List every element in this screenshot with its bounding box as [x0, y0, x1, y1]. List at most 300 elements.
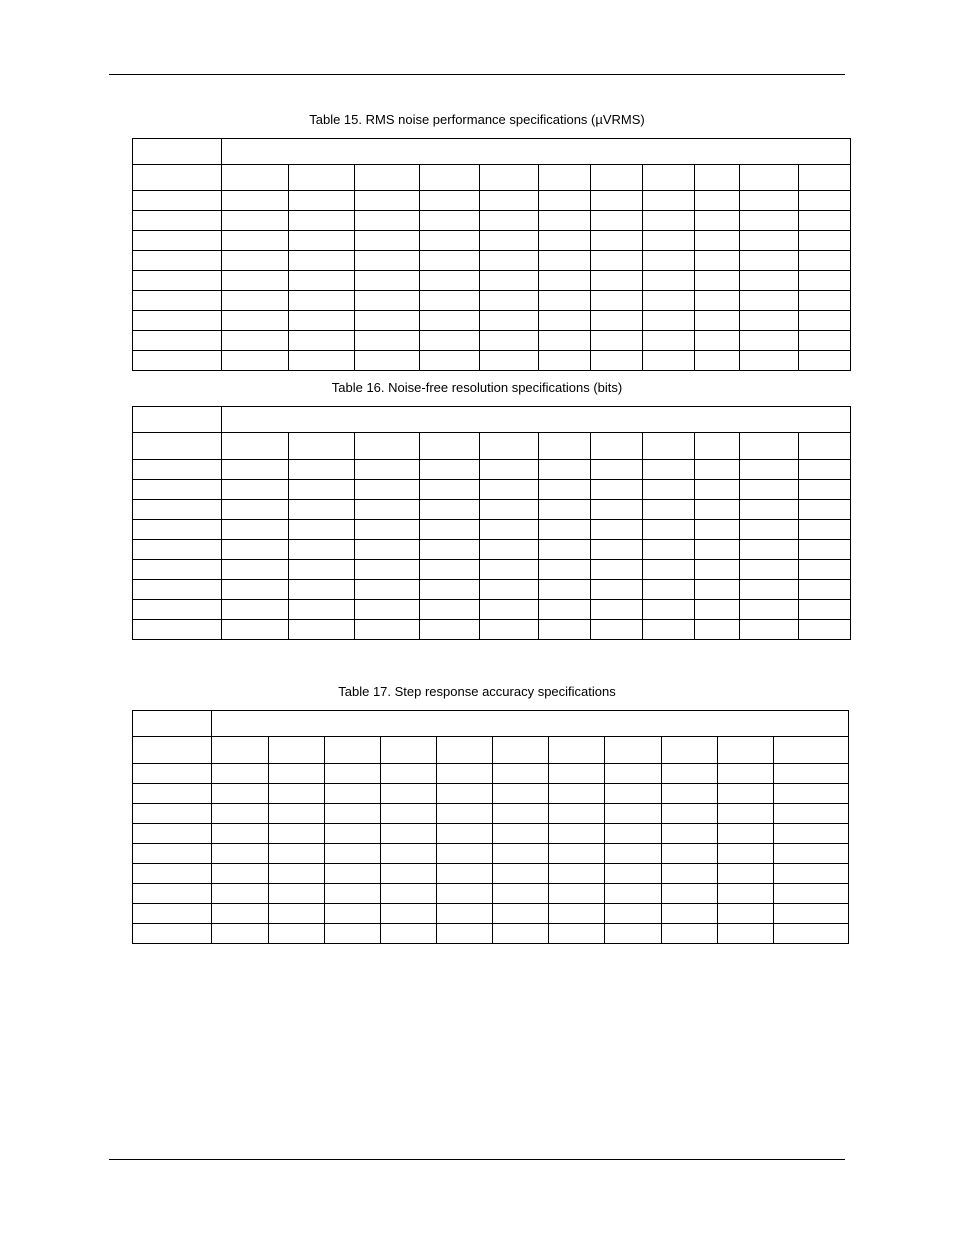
table-cell — [643, 291, 695, 311]
subheader-cell — [269, 737, 325, 764]
table-row — [133, 924, 849, 944]
table-row — [133, 291, 851, 311]
table-cell — [799, 351, 851, 371]
table-cell — [643, 600, 695, 620]
table-cell — [591, 540, 643, 560]
table-cell — [133, 784, 212, 804]
table-cell — [643, 620, 695, 640]
table-cell — [133, 884, 212, 904]
table-row — [133, 500, 851, 520]
table-cell — [212, 784, 269, 804]
header-merged-cell — [222, 139, 851, 165]
table-cell — [740, 311, 799, 331]
table-cell — [662, 864, 718, 884]
table-cell — [740, 620, 799, 640]
subheader-cell — [799, 433, 851, 460]
table-cell — [133, 291, 222, 311]
table-cell — [799, 520, 851, 540]
table-cell — [269, 904, 325, 924]
table-15 — [132, 138, 851, 371]
table-cell — [420, 351, 480, 371]
table-cell — [740, 351, 799, 371]
table-cell — [437, 884, 493, 904]
table-cell — [740, 480, 799, 500]
table-cell — [381, 844, 437, 864]
table-cell — [289, 540, 355, 560]
table-cell — [539, 271, 591, 291]
table-cell — [493, 784, 549, 804]
table-cell — [289, 560, 355, 580]
table-cell — [480, 500, 539, 520]
subheader-cell — [325, 737, 381, 764]
table-cell — [718, 904, 774, 924]
table-cell — [133, 500, 222, 520]
table-cell — [133, 924, 212, 944]
table-cell — [420, 480, 480, 500]
subheader-cell — [289, 165, 355, 191]
subheader-cell — [420, 165, 480, 191]
subheader-cell — [133, 165, 222, 191]
table-row — [133, 620, 851, 640]
table-cell — [289, 351, 355, 371]
table-cell — [695, 211, 740, 231]
table-cell — [381, 764, 437, 784]
table-cell — [799, 580, 851, 600]
table-cell — [695, 351, 740, 371]
table-cell — [662, 904, 718, 924]
table-cell — [289, 520, 355, 540]
table-cell — [289, 231, 355, 251]
header-rule — [109, 74, 845, 75]
table-cell — [133, 460, 222, 480]
table-cell — [493, 924, 549, 944]
table-cell — [539, 520, 591, 540]
header-label-cell — [133, 139, 222, 165]
table-cell — [289, 600, 355, 620]
table-cell — [539, 251, 591, 271]
table-cell — [605, 824, 662, 844]
table-cell — [539, 620, 591, 640]
table-cell — [549, 804, 605, 824]
table-cell — [591, 620, 643, 640]
table-cell — [493, 804, 549, 824]
table-cell — [539, 460, 591, 480]
table-cell — [774, 864, 849, 884]
table-cell — [799, 500, 851, 520]
table-cell — [133, 844, 212, 864]
table-cell — [355, 251, 420, 271]
table-cell — [133, 331, 222, 351]
table-cell — [718, 784, 774, 804]
subheader-cell — [222, 165, 289, 191]
table-cell — [222, 191, 289, 211]
table-row — [133, 191, 851, 211]
table-cell — [212, 824, 269, 844]
table-cell — [740, 560, 799, 580]
subheader-cell — [591, 433, 643, 460]
table-cell — [549, 864, 605, 884]
table-cell — [133, 231, 222, 251]
table-cell — [591, 520, 643, 540]
table-cell — [643, 560, 695, 580]
table-cell — [799, 231, 851, 251]
table-row — [133, 844, 849, 864]
table-cell — [643, 580, 695, 600]
subheader-cell — [549, 737, 605, 764]
table-cell — [740, 331, 799, 351]
table-cell — [591, 231, 643, 251]
table-cell — [643, 500, 695, 520]
table-cell — [695, 191, 740, 211]
table-cell — [269, 884, 325, 904]
table-cell — [212, 764, 269, 784]
table-cell — [605, 884, 662, 904]
table-cell — [493, 904, 549, 924]
table-cell — [212, 844, 269, 864]
subheader-cell — [420, 433, 480, 460]
table-cell — [212, 904, 269, 924]
subheader-cell — [774, 737, 849, 764]
table-cell — [289, 291, 355, 311]
table-cell — [799, 251, 851, 271]
table-cell — [222, 271, 289, 291]
table-cell — [539, 231, 591, 251]
subheader-cell — [222, 433, 289, 460]
table-row — [133, 884, 849, 904]
table-cell — [381, 884, 437, 904]
table-cell — [381, 784, 437, 804]
table-row — [133, 311, 851, 331]
subheader-cell — [605, 737, 662, 764]
subheader-cell — [539, 433, 591, 460]
table-17-caption: Table 17. Step response accuracy specifications — [338, 684, 616, 699]
table-row — [133, 764, 849, 784]
table-cell — [695, 520, 740, 540]
table-cell — [355, 351, 420, 371]
subheader-cell — [539, 165, 591, 191]
subheader-cell — [591, 165, 643, 191]
table-cell — [493, 824, 549, 844]
table-cell — [133, 580, 222, 600]
table-cell — [799, 191, 851, 211]
subheader-cell — [493, 737, 549, 764]
table-cell — [355, 500, 420, 520]
table-cell — [799, 311, 851, 331]
table-cell — [289, 620, 355, 640]
subheader-cell — [480, 433, 539, 460]
table-cell — [643, 231, 695, 251]
table-cell — [133, 824, 212, 844]
table-cell — [591, 560, 643, 580]
table-row — [133, 540, 851, 560]
table-cell — [480, 480, 539, 500]
table-cell — [591, 331, 643, 351]
table-cell — [437, 864, 493, 884]
subheader-cell — [718, 737, 774, 764]
table-row — [133, 580, 851, 600]
subheader-cell — [480, 165, 539, 191]
table-row — [133, 804, 849, 824]
table-cell — [480, 331, 539, 351]
table-cell — [718, 824, 774, 844]
table-cell — [381, 804, 437, 824]
table-cell — [480, 600, 539, 620]
table-cell — [381, 824, 437, 844]
table-cell — [355, 580, 420, 600]
table-cell — [133, 804, 212, 824]
table-cell — [133, 191, 222, 211]
table-cell — [740, 540, 799, 560]
table-cell — [133, 480, 222, 500]
table-cell — [289, 460, 355, 480]
table-cell — [799, 600, 851, 620]
table-cell — [222, 480, 289, 500]
table-row — [133, 824, 849, 844]
table-cell — [269, 864, 325, 884]
table-cell — [718, 884, 774, 904]
table-cell — [480, 351, 539, 371]
table-cell — [325, 924, 381, 944]
table-cell — [355, 211, 420, 231]
table-cell — [480, 560, 539, 580]
table-cell — [325, 764, 381, 784]
table-cell — [420, 540, 480, 560]
table-row — [133, 784, 849, 804]
table-cell — [740, 291, 799, 311]
table-cell — [549, 844, 605, 864]
table-row — [133, 231, 851, 251]
table-cell — [420, 620, 480, 640]
table-cell — [480, 191, 539, 211]
subheader-cell — [212, 737, 269, 764]
table-cell — [695, 291, 740, 311]
table-cell — [325, 904, 381, 924]
table-cell — [222, 291, 289, 311]
table-cell — [799, 211, 851, 231]
table-cell — [493, 884, 549, 904]
subheader-cell — [437, 737, 493, 764]
table-cell — [591, 600, 643, 620]
table-cell — [605, 784, 662, 804]
table-cell — [740, 211, 799, 231]
table-cell — [222, 500, 289, 520]
table-cell — [662, 884, 718, 904]
table-cell — [549, 764, 605, 784]
table-cell — [133, 560, 222, 580]
table-cell — [740, 231, 799, 251]
table-cell — [799, 480, 851, 500]
table-cell — [133, 764, 212, 784]
table-cell — [740, 600, 799, 620]
table-cell — [381, 904, 437, 924]
table-cell — [212, 884, 269, 904]
table-cell — [480, 291, 539, 311]
table-cell — [591, 191, 643, 211]
table-cell — [480, 580, 539, 600]
table-cell — [381, 924, 437, 944]
table-row — [133, 864, 849, 884]
table-cell — [355, 191, 420, 211]
table-cell — [539, 331, 591, 351]
table-cell — [774, 884, 849, 904]
table-cell — [133, 540, 222, 560]
table-cell — [289, 211, 355, 231]
table-cell — [133, 620, 222, 640]
table-cell — [539, 600, 591, 620]
table-cell — [222, 580, 289, 600]
table-cell — [643, 211, 695, 231]
table-cell — [539, 540, 591, 560]
table-cell — [133, 251, 222, 271]
table-cell — [718, 844, 774, 864]
table-cell — [420, 311, 480, 331]
table-cell — [480, 460, 539, 480]
table-cell — [695, 480, 740, 500]
table-cell — [740, 271, 799, 291]
table-cell — [799, 560, 851, 580]
table-cell — [605, 804, 662, 824]
table-cell — [695, 500, 740, 520]
table-cell — [222, 231, 289, 251]
table-cell — [222, 620, 289, 640]
table-cell — [591, 291, 643, 311]
table-cell — [591, 480, 643, 500]
table-row — [133, 520, 851, 540]
table-cell — [480, 211, 539, 231]
table-row — [133, 331, 851, 351]
table-cell — [539, 311, 591, 331]
table-row — [133, 460, 851, 480]
table-cell — [269, 924, 325, 944]
table-cell — [539, 191, 591, 211]
table-cell — [222, 560, 289, 580]
table-cell — [289, 191, 355, 211]
table-cell — [643, 460, 695, 480]
table-cell — [269, 844, 325, 864]
subheader-cell — [643, 165, 695, 191]
table-cell — [539, 580, 591, 600]
table-cell — [740, 580, 799, 600]
table-cell — [643, 331, 695, 351]
table-row — [133, 271, 851, 291]
table-cell — [549, 904, 605, 924]
table-cell — [549, 784, 605, 804]
subheader-cell — [355, 165, 420, 191]
table-cell — [381, 864, 437, 884]
table-cell — [695, 560, 740, 580]
table-cell — [355, 520, 420, 540]
table-cell — [269, 764, 325, 784]
table-cell — [420, 560, 480, 580]
table-cell — [222, 460, 289, 480]
table-cell — [662, 824, 718, 844]
table-cell — [591, 580, 643, 600]
table-cell — [480, 231, 539, 251]
table-cell — [605, 844, 662, 864]
table-cell — [695, 460, 740, 480]
table-cell — [222, 600, 289, 620]
table-cell — [591, 500, 643, 520]
table-cell — [740, 251, 799, 271]
table-cell — [695, 311, 740, 331]
table-cell — [222, 351, 289, 371]
table-cell — [437, 824, 493, 844]
table-cell — [133, 904, 212, 924]
table-cell — [695, 331, 740, 351]
table-cell — [740, 191, 799, 211]
table-cell — [695, 251, 740, 271]
table-cell — [222, 331, 289, 351]
table-16 — [132, 406, 851, 640]
table-cell — [695, 271, 740, 291]
subheader-cell — [740, 165, 799, 191]
table-cell — [222, 211, 289, 231]
table-cell — [774, 904, 849, 924]
table-15-caption: Table 15. RMS noise performance specifications (µVRMS) — [309, 112, 645, 127]
table-cell — [212, 924, 269, 944]
table-cell — [591, 271, 643, 291]
subheader-cell — [133, 433, 222, 460]
table-cell — [799, 291, 851, 311]
table-cell — [695, 600, 740, 620]
table-cell — [325, 804, 381, 824]
table-cell — [591, 251, 643, 271]
table-cell — [774, 924, 849, 944]
table-cell — [355, 460, 420, 480]
subheader-cell — [695, 165, 740, 191]
table-cell — [420, 211, 480, 231]
table-cell — [355, 600, 420, 620]
table-cell — [222, 311, 289, 331]
subheader-cell — [695, 433, 740, 460]
table-cell — [591, 351, 643, 371]
table-cell — [325, 884, 381, 904]
table-cell — [643, 251, 695, 271]
table-row — [133, 211, 851, 231]
table-cell — [740, 500, 799, 520]
table-cell — [643, 271, 695, 291]
table-17 — [132, 710, 849, 944]
subheader-cell — [799, 165, 851, 191]
table-cell — [695, 231, 740, 251]
table-cell — [799, 331, 851, 351]
table-cell — [774, 764, 849, 784]
table-cell — [355, 291, 420, 311]
table-cell — [493, 844, 549, 864]
table-cell — [289, 580, 355, 600]
table-cell — [355, 231, 420, 251]
table-cell — [222, 540, 289, 560]
table-cell — [591, 211, 643, 231]
subheader-cell — [381, 737, 437, 764]
table-cell — [420, 291, 480, 311]
table-cell — [420, 231, 480, 251]
table-cell — [605, 904, 662, 924]
table-cell — [799, 460, 851, 480]
table-cell — [437, 804, 493, 824]
table-cell — [643, 480, 695, 500]
table-cell — [643, 351, 695, 371]
table-cell — [774, 804, 849, 824]
table-cell — [539, 500, 591, 520]
table-cell — [325, 864, 381, 884]
table-cell — [269, 804, 325, 824]
subheader-cell — [662, 737, 718, 764]
table-cell — [695, 580, 740, 600]
table-cell — [718, 864, 774, 884]
table-cell — [420, 191, 480, 211]
subheader-cell — [133, 737, 212, 764]
